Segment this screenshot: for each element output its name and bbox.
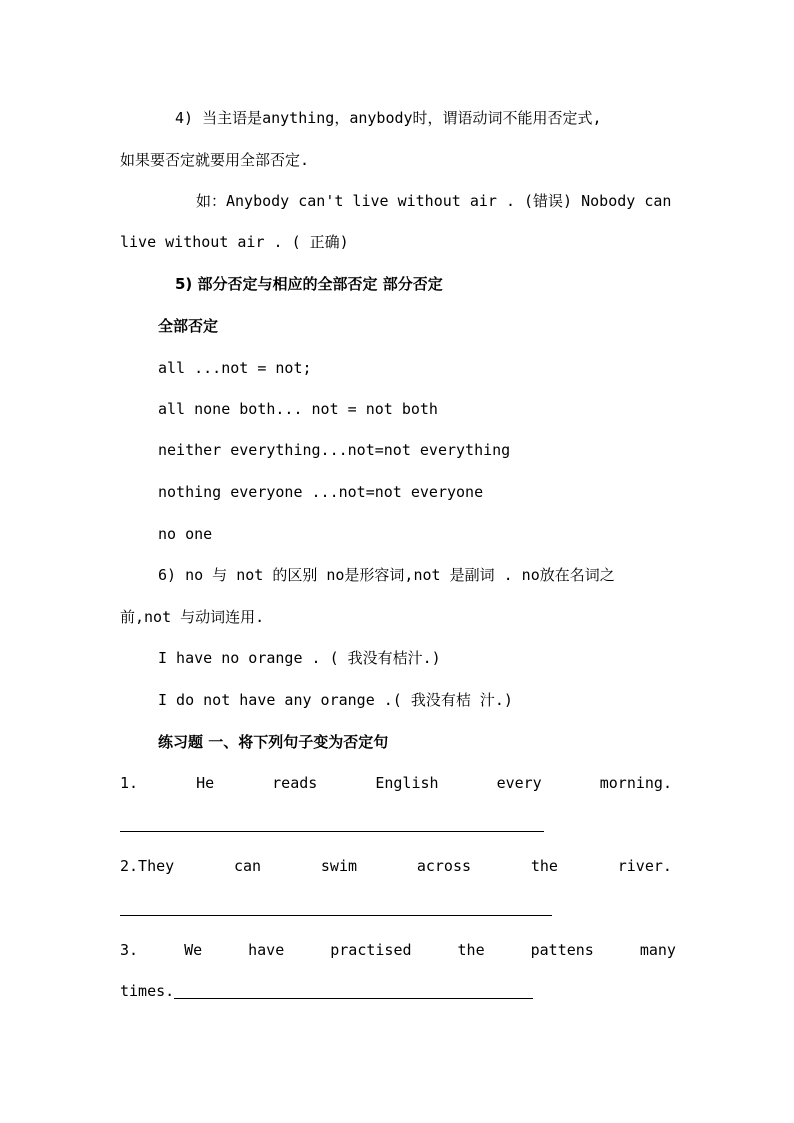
question-1-word: English bbox=[375, 774, 439, 792]
answer-blank-1[interactable] bbox=[120, 831, 544, 832]
question-1-word: reads bbox=[272, 774, 318, 792]
question-2-word: can bbox=[234, 857, 262, 875]
rule4-example1: 如：Anybody can't live without air . (错误) Nobody can bbox=[196, 192, 672, 210]
rule6-example1: I have no orange . ( 我没有桔汁.) bbox=[158, 649, 441, 667]
question-3-word: pattens bbox=[530, 941, 594, 959]
rule5-item-3: neither everything...not=not everything bbox=[158, 441, 511, 459]
exercise-title: 练习题 一、将下列句子变为否定句 bbox=[158, 733, 389, 751]
question-2-word: swim bbox=[320, 857, 358, 875]
rule5-subheading: 全部否定 bbox=[158, 317, 219, 335]
question-3-word: 3. bbox=[120, 941, 139, 959]
rule5-item-4: nothing everyone ...not=not everyone bbox=[158, 483, 484, 501]
rule6-example2: I do not have any orange .( 我没有桔 汁.) bbox=[158, 691, 513, 709]
question-3-continuation: times. bbox=[120, 982, 175, 1000]
rule4-line1: 4) 当主语是anything，anybody时，谓语动词不能用否定式, bbox=[175, 109, 602, 127]
question-3-word: have bbox=[248, 941, 285, 959]
question-2 bbox=[120, 856, 672, 876]
rule4-line2: 如果要否定就要用全部否定. bbox=[120, 151, 310, 169]
question-1-word: morning. bbox=[599, 774, 672, 792]
question-2-word: river. bbox=[617, 857, 672, 875]
answer-blank-3[interactable] bbox=[174, 998, 533, 999]
question-2-word: 2.They bbox=[120, 857, 175, 875]
question-1 bbox=[120, 773, 672, 793]
rule5-item-1: all ...not = not; bbox=[158, 359, 312, 377]
rule5-heading: 5) 部分否定与相应的全部否定 部分否定 bbox=[175, 275, 443, 293]
question-3 bbox=[120, 940, 676, 960]
question-2-word: the bbox=[530, 857, 558, 875]
rule4-example2: live without air . ( 正确) bbox=[120, 233, 349, 251]
question-3-word: many bbox=[639, 941, 676, 959]
question-2-word: across bbox=[416, 857, 472, 875]
question-1-word: 1. bbox=[120, 774, 139, 792]
question-1-word: every bbox=[496, 774, 542, 792]
question-3-word: the bbox=[457, 941, 485, 959]
rule6-line2: 前,not 与动词连用. bbox=[120, 608, 265, 626]
answer-blank-2[interactable] bbox=[120, 915, 552, 916]
question-3-word: practised bbox=[330, 941, 412, 959]
rule5-item-2: all none both... not = not both bbox=[158, 400, 438, 418]
question-1-word: He bbox=[196, 774, 215, 792]
rule5-item-5: no one bbox=[158, 525, 213, 543]
question-3-word: We bbox=[184, 941, 203, 959]
rule6-line1: 6) no 与 not 的区别 no是形容词,not 是副词 . no放在名词之 bbox=[158, 566, 615, 584]
